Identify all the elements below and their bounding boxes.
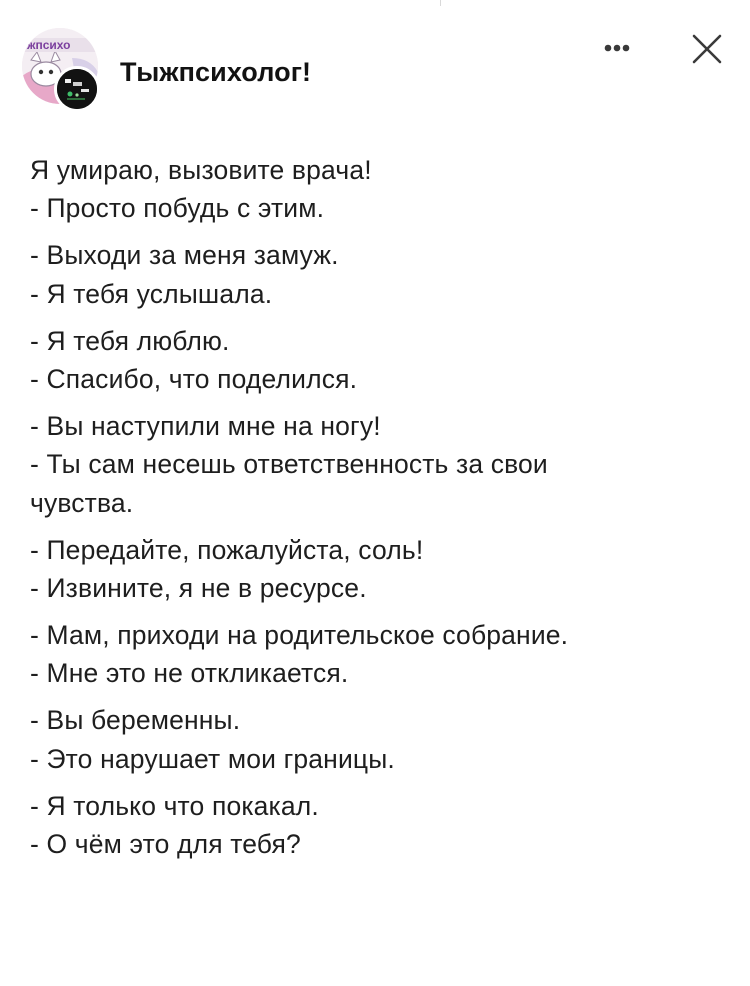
dialogue-block-4 — [30, 407, 730, 522]
top-divider — [440, 0, 441, 6]
dialogue-block-1 — [30, 151, 730, 227]
post-header — [22, 28, 728, 112]
text-line: - Просто побудь с этим. — [30, 193, 325, 224]
more-dots-icon — [597, 36, 637, 60]
close-icon — [686, 28, 728, 70]
text-line: Я умираю, вызовите врача! — [30, 155, 372, 185]
more-options-button[interactable] — [597, 36, 637, 60]
text-line: - О чём это для тебя? — [30, 829, 301, 859]
avatar-text: жпсихо — [27, 38, 71, 52]
text-line: - Это нарушает мои границы. — [30, 743, 395, 774]
text-line: - Вы наступили мне на ногу! — [30, 411, 381, 442]
text-line: - Ты сам несешь ответственность за свои — [30, 449, 548, 480]
post-text — [30, 151, 730, 872]
text-line: чувства. — [30, 487, 134, 518]
text-line: - Я тебя услышала. — [30, 278, 273, 309]
dialogue-block-5 — [30, 531, 730, 607]
group-avatar[interactable] — [22, 28, 102, 108]
group-name[interactable]: Тыжпсихолог! — [120, 57, 312, 87]
text-line: - Мне это не откликается. — [30, 658, 349, 689]
dialogue-block-8 — [30, 787, 730, 863]
dialogue-block-7 — [30, 701, 730, 777]
author-avatar-icon — [54, 66, 100, 112]
text-line: - Вы беременны. — [30, 705, 241, 736]
text-line: - Я только что покакал. — [30, 790, 319, 821]
text-line: - Передайте, пожалуйста, соль! — [30, 534, 424, 565]
text-line: - Извините, я не в ресурсе. — [30, 572, 367, 603]
dialogue-block-2 — [30, 236, 730, 312]
dialogue-block-3 — [30, 322, 730, 398]
text-line: - Я тебя люблю. — [30, 325, 230, 356]
text-line: - Мам, приходи на родительское собрание. — [30, 620, 569, 651]
text-line: - Спасибо, что поделился. — [30, 363, 358, 394]
close-button[interactable] — [686, 28, 728, 70]
dialogue-block-6 — [30, 616, 730, 692]
text-line: - Выходи за меня замуж. — [30, 240, 339, 271]
